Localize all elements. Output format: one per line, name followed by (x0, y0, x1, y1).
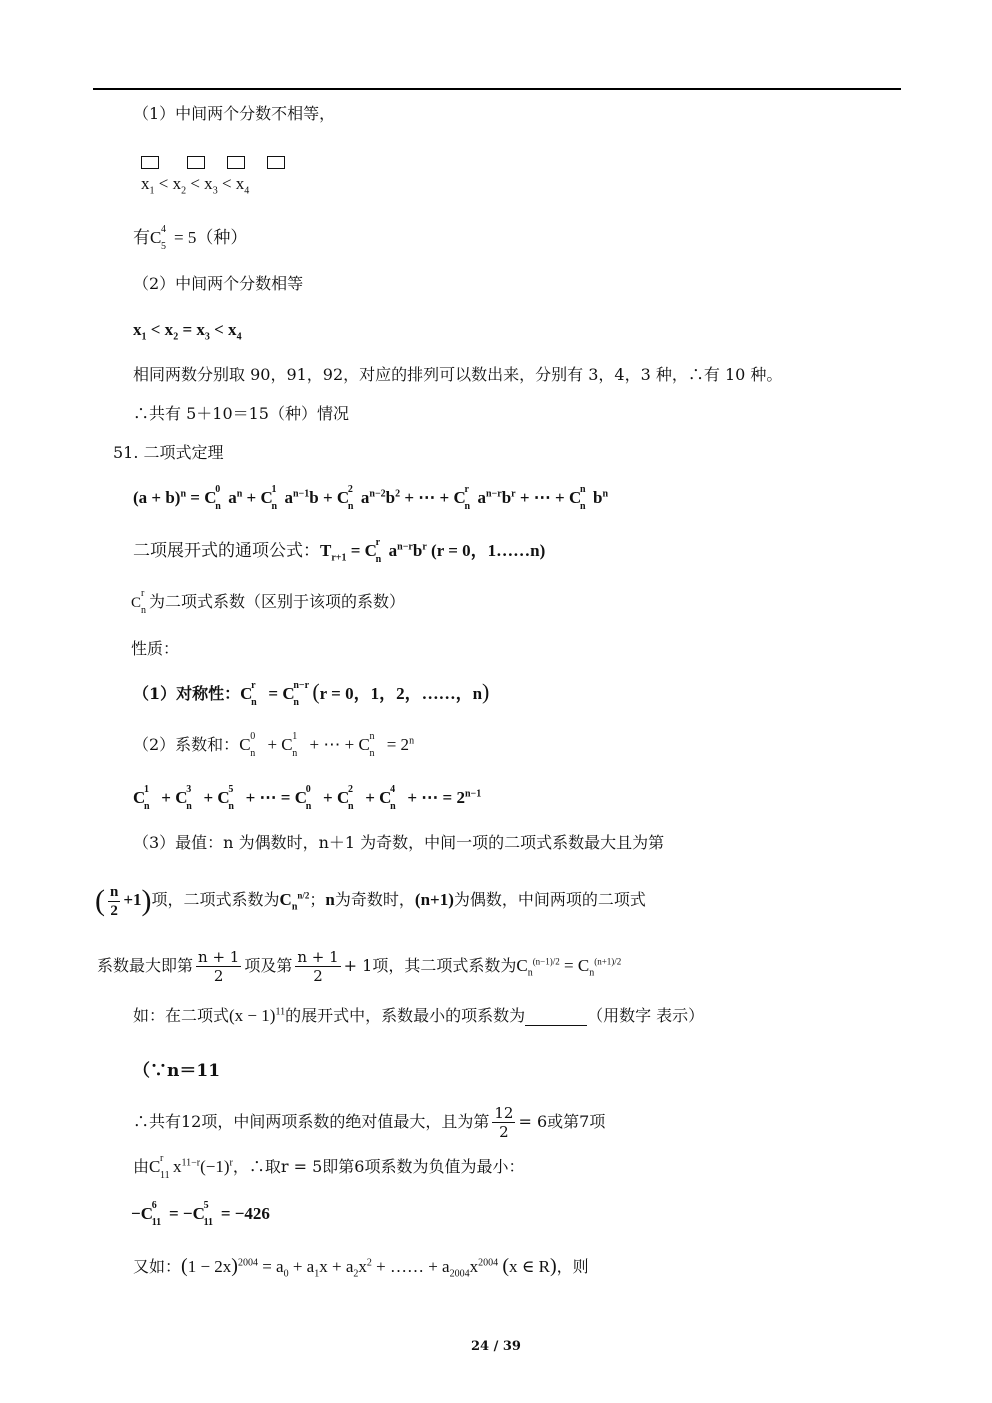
property-max-cont: ( $\frac{n}{2}$ +1)项，二项式系数为$C_n^{n/2}$；n为奇数时，(n+1)为偶数，中间两项的二项式 (95, 883, 646, 919)
property-max: （3）最值：n 为偶数时，n＋1 为奇数，中间一项的二项式系数最大且为第 (133, 833, 665, 852)
total-line: ∴共有 5＋10＝15（种）情况 (133, 404, 349, 423)
property-sum: （2）系数和：C 0 n + C 1 n + ⋯ + C n n = $2^n$ (133, 731, 415, 759)
property-max-line3: 系数最大即第 $\frac{n + 1}{2}$ 项及第 $\frac{n + 1}{2}$ + 1项，其二项式系数为$C_n^{(n-1)/2} = C_n^{(n+1)/2}$ (97, 948, 622, 985)
property-symmetry: （1）对称性：C r n = C n−r n (r = 0，1，2，……，n) (133, 679, 490, 708)
example-2: 又如：$(1 - 2x)^{2004} = a_0 + a_1x + a_2x^2$ + …… + $a_{2004}x^{2004}$ (x ∈ R)，则 (133, 1255, 589, 1280)
boxes-row (141, 154, 285, 174)
section-heading: 51. 二项式定理 (113, 443, 224, 462)
solution-line-3: 由C r 11 $x^{11-r}(-1)^r$，∴取r = 5即第6项系数为负值为最小： (133, 1153, 525, 1181)
case1-heading: （1）中间两个分数不相等， (133, 104, 336, 123)
inequality-chain-2: $x_1 < x_2 = x_3 < x_4$ (133, 320, 242, 343)
case1-count: 有C 4 5 = 5（种） (133, 224, 248, 252)
binomial-theorem-formula: $(a + b)^n = C$ 0 n $a^n + C$ 1 n $a^{n-1}b + C$ 2 n $a^{n-2}b^2$ + ⋯ + C r n $a^{n-r}b^r$ + ⋯ + C n n $b^n$ (133, 484, 609, 512)
inequality-chain-1: $x_1 < x_2 < x_3 < x_4$ (141, 174, 250, 197)
header-rule (93, 88, 901, 90)
properties-label: 性质： (131, 639, 180, 658)
answer-blank (525, 1011, 587, 1026)
general-term: 二项展开式的通项公式：$T_{r+1} = C$ r n $a^{n-r}b^r$ (r = 0，1……n) (133, 537, 546, 565)
solution-result: −C 6 11 = −C 5 11 = −426 (131, 1200, 270, 1228)
example-1: 如：在二项式$(x - 1)^{11}$的展开式中，系数最小的项系数为 （用数字 表示） (133, 1006, 705, 1025)
odd-even-sum: C 1 n + C 3 n + C 5 n + ⋯ = C 0 n + C 2 n + C 4 n + ⋯ = $2^{n-1}$ (133, 784, 482, 812)
case2-heading: （2）中间两个分数相等 (133, 274, 304, 293)
case2-explanation: 相同两数分别取 90，91，92，对应的排列可以数出来，分别有 3，4，3 种，∴有 10 种。 (133, 365, 783, 384)
solution-line-2: ∴共有12项，中间两项系数的绝对值最大，且为第 $\frac{12}{2}$ = 6或第7项 (133, 1104, 606, 1141)
page-number: 24 / 39 (471, 1339, 521, 1354)
solution-open: （∵n＝11 (133, 1061, 221, 1081)
coefficient-note: C r n 为二项式系数（区别于该项的系数） (131, 588, 406, 616)
